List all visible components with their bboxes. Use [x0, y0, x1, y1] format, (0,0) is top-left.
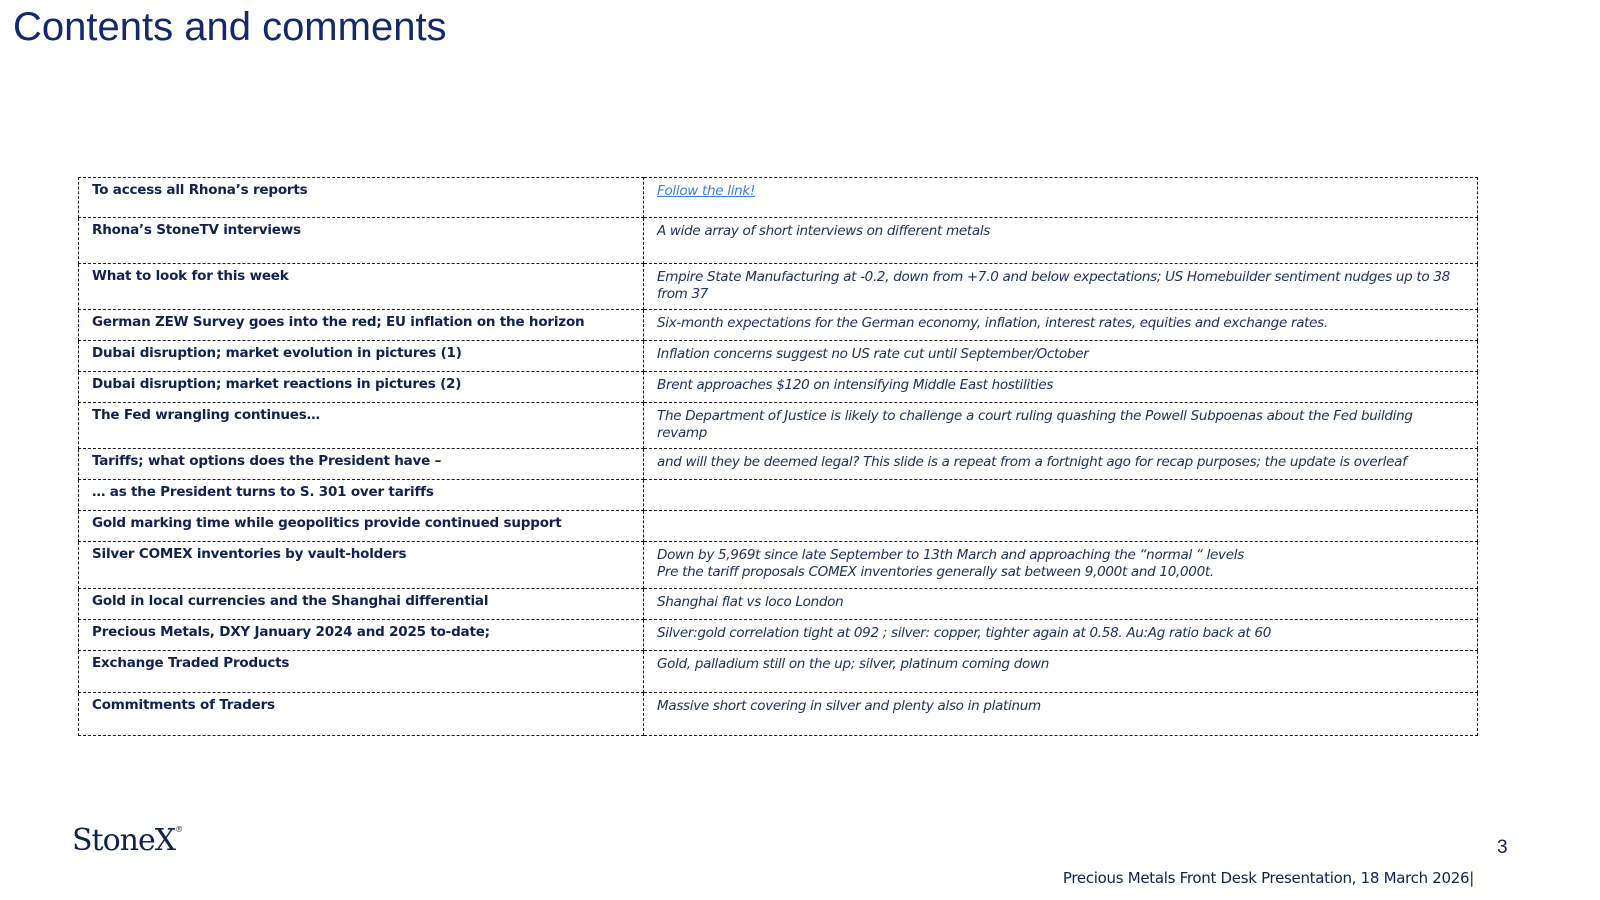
topic-cell: Exchange Traded Products	[79, 651, 644, 693]
table-row	[79, 372, 1478, 403]
comment-cell	[644, 403, 1478, 449]
contents-table	[78, 177, 1478, 736]
comment-cell	[644, 589, 1478, 620]
comment-cell	[644, 480, 1478, 511]
table-row	[79, 341, 1478, 372]
footer-text: Precious Metals Front Desk Presentation, 18 March 2026|	[1062, 869, 1474, 887]
comment-cell	[644, 449, 1478, 480]
page-number: 3	[1497, 837, 1508, 858]
comment-cell	[644, 178, 1478, 218]
comment-text: Down by 5,969t since late September to 13th March and approaching the “normal “ levels	[657, 547, 1244, 563]
comment-text: A wide array of short interviews on different metals	[657, 223, 991, 239]
comment-cell	[644, 542, 1478, 589]
table-row	[79, 480, 1478, 511]
comment-cell	[644, 693, 1478, 736]
comment-text: and will they be deemed legal? This slide is a repeat from a fortnight ago for recap purposes; the update is overleaf	[657, 454, 1407, 470]
stonex-logo	[72, 823, 184, 858]
topic-cell: Rhona’s StoneTV interviews	[79, 218, 644, 264]
comment-text: Gold, palladium still on the up; silver, platinum coming down	[657, 656, 1049, 672]
topic-cell: What to look for this week	[79, 264, 644, 310]
table-row	[79, 218, 1478, 264]
comment-cell	[644, 264, 1478, 310]
table-row	[79, 264, 1478, 310]
topic-cell: Dubai disruption; market evolution in pictures (1)	[79, 341, 644, 372]
contents-table-body	[79, 178, 1478, 736]
comment-text: Silver:gold correlation tight at 092 ; silver: copper, tighter again at 0.58. Au:Ag ratio back at 60	[657, 625, 1271, 641]
comment-cell	[644, 511, 1478, 542]
comment-text: Shanghai flat vs loco London	[657, 594, 844, 610]
follow-link[interactable]: Follow the link!	[657, 183, 756, 199]
table-row	[79, 620, 1478, 651]
topic-cell: The Fed wrangling continues…	[79, 403, 644, 449]
table-row	[79, 310, 1478, 341]
comment-text: Brent approaches $120 on intensifying Middle East hostilities	[657, 377, 1054, 393]
comment-cell	[644, 218, 1478, 264]
table-row	[79, 542, 1478, 589]
comment-text: Massive short covering in silver and plenty also in platinum	[657, 698, 1041, 714]
topic-cell: … as the President turns to S. 301 over tariffs	[79, 480, 644, 511]
comment-cell	[644, 372, 1478, 403]
comment-cell	[644, 620, 1478, 651]
table-row	[79, 511, 1478, 542]
comment-text: The Department of Justice is likely to challenge a court ruling quashing the Powell Subpoenas about the Fed building revamp	[657, 408, 1413, 441]
topic-cell: Tariffs; what options does the President have –	[79, 449, 644, 480]
table-row	[79, 403, 1478, 449]
comment-text: Empire State Manufacturing at -0.2, down from +7.0 and below expectations; US Homebuilder sentiment nudges up to 38 from 37	[657, 269, 1450, 302]
table-row	[79, 693, 1478, 736]
logo-registered-mark: ®	[175, 825, 184, 834]
topic-cell: Gold in local currencies and the Shanghai differential	[79, 589, 644, 620]
topic-cell: To access all Rhona’s reports	[79, 178, 644, 218]
comment-cell	[644, 310, 1478, 341]
comment-text: Pre the tariff proposals COMEX inventories generally sat between 9,000t and 10,000t.	[657, 564, 1214, 580]
table-row	[79, 651, 1478, 693]
table-row	[79, 449, 1478, 480]
table-row	[79, 178, 1478, 218]
comment-text: Inflation concerns suggest no US rate cut until September/October	[657, 346, 1089, 362]
comment-cell	[644, 341, 1478, 372]
slide-title: Contents and comments	[13, 5, 447, 49]
topic-cell: Precious Metals, DXY January 2024 and 2025 to-date;	[79, 620, 644, 651]
topic-cell: Commitments of Traders	[79, 693, 644, 736]
topic-cell: German ZEW Survey goes into the red; EU inflation on the horizon	[79, 310, 644, 341]
table-row	[79, 589, 1478, 620]
topic-cell: Silver COMEX inventories by vault-holders	[79, 542, 644, 589]
comment-cell	[644, 651, 1478, 693]
comment-text: Six-month expectations for the German economy, inflation, interest rates, equities and exchange rates.	[657, 315, 1328, 331]
topic-cell: Dubai disruption; market reactions in pictures (2)	[79, 372, 644, 403]
topic-cell: Gold marking time while geopolitics provide continued support	[79, 511, 644, 542]
logo-text: StoneX	[72, 823, 176, 858]
